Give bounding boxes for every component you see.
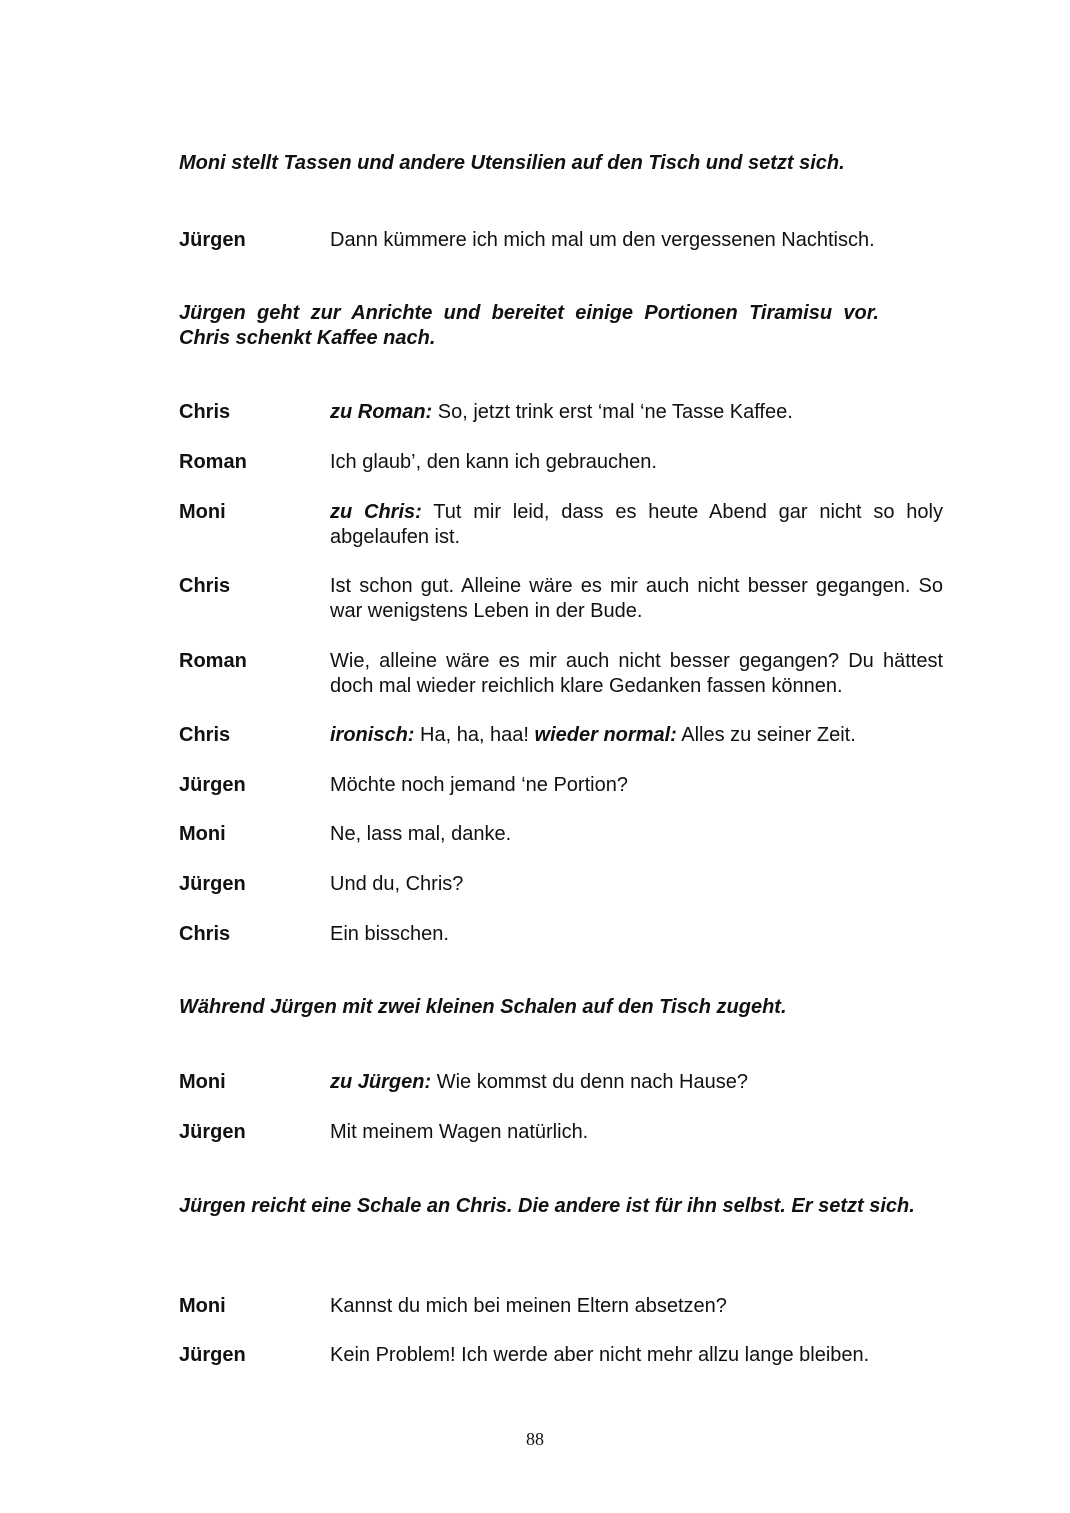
speaker-name: Jürgen — [179, 1121, 246, 1143]
stage-direction: Jürgen reicht eine Schale an Chris. Die andere ist für ihn selbst. Er setzt sich. — [179, 1195, 915, 1217]
speaker-name: Jürgen — [179, 873, 246, 895]
dialogue-body: Wie, alleine wäre es mir auch nicht besser gegangen? Du hättest doch mal wieder reichlich klare Gedanken fassen können. — [330, 650, 943, 697]
dialogue-body: Ein bisschen. — [330, 923, 449, 945]
speaker-name: Jürgen — [179, 229, 246, 251]
dialogue-text — [330, 574, 943, 624]
speaker-name: Chris — [179, 401, 231, 423]
inline-stage-direction: zu Roman: — [330, 401, 433, 423]
dialogue-text — [330, 1343, 943, 1368]
speaker-name: Roman — [179, 650, 247, 672]
dialogue-body: Tut mir leid, dass es heute Abend gar nicht so holy abgelaufen ist. — [330, 501, 943, 548]
dialogue-text — [330, 922, 943, 947]
dialogue-body: So, jetzt trink erst ‘mal ‘ne Tasse Kaffee. — [437, 401, 793, 423]
dialogue-text — [330, 822, 943, 847]
speaker-name: Roman — [179, 451, 247, 473]
dialogue-text — [330, 500, 943, 550]
page-number: 88 — [526, 1429, 544, 1449]
dialogue-body: Ne, lass mal, danke. — [330, 823, 512, 845]
dialogue-body: Kein Problem! Ich werde aber nicht mehr allzu lange bleiben. — [330, 1344, 870, 1366]
inline-stage-direction: zu Chris: — [330, 501, 422, 523]
dialogue-text — [330, 1294, 943, 1319]
dialogue-text — [330, 773, 943, 798]
stage-direction: Während Jürgen mit zwei kleinen Schalen auf den Tisch zugeht. — [179, 996, 787, 1018]
speaker-name: Moni — [179, 823, 226, 845]
dialogue-body: Kannst du mich bei meinen Eltern absetzen? — [330, 1295, 727, 1317]
dialogue-body: Alles zu seiner Zeit. — [681, 724, 856, 746]
dialogue-body: Wie kommst du denn nach Hause? — [436, 1071, 748, 1093]
dialogue-body: Ist schon gut. Alleine wäre es mir auch nicht besser gegangen. So war wenigstens Leben in der Bude. — [330, 575, 943, 622]
dialogue-body: Und du, Chris? — [330, 873, 464, 895]
dialogue-text — [330, 649, 943, 699]
speaker-name: Jürgen — [179, 774, 246, 796]
dialogue-text — [330, 400, 943, 425]
inline-stage-direction: wieder normal: — [534, 724, 677, 746]
speaker-name: Moni — [179, 501, 226, 523]
dialogue-body: Mit meinem Wagen natürlich. — [330, 1121, 589, 1143]
dialogue-body: Möchte noch jemand ‘ne Portion? — [330, 774, 628, 796]
speaker-name: Moni — [179, 1071, 226, 1093]
dialogue-text — [330, 228, 943, 253]
speaker-name: Chris — [179, 575, 231, 597]
dialogue-body: Ha, ha, haa! — [420, 724, 529, 746]
stage-direction: Jürgen geht zur Anrichte und bereitet einige Portionen Tiramisu vor. Chris schenkt Kaffee nach. — [179, 302, 879, 349]
speaker-name: Chris — [179, 923, 231, 945]
inline-stage-direction: ironisch: — [330, 724, 415, 746]
speaker-name: Jürgen — [179, 1344, 246, 1366]
stage-direction: Moni stellt Tassen und andere Utensilien auf den Tisch und setzt sich. — [179, 152, 845, 174]
dialogue-text — [330, 1070, 943, 1095]
dialogue-text — [330, 450, 943, 475]
dialogue-text — [330, 872, 943, 897]
dialogue-body: Ich glaub’, den kann ich gebrauchen. — [330, 451, 657, 473]
speaker-name: Chris — [179, 724, 231, 746]
dialogue-body: Dann kümmere ich mich mal um den vergessenen Nachtisch. — [330, 229, 875, 251]
speaker-name: Moni — [179, 1295, 226, 1317]
inline-stage-direction: zu Jürgen: — [330, 1071, 432, 1093]
dialogue-text — [330, 723, 943, 748]
dialogue-text — [330, 1120, 943, 1145]
